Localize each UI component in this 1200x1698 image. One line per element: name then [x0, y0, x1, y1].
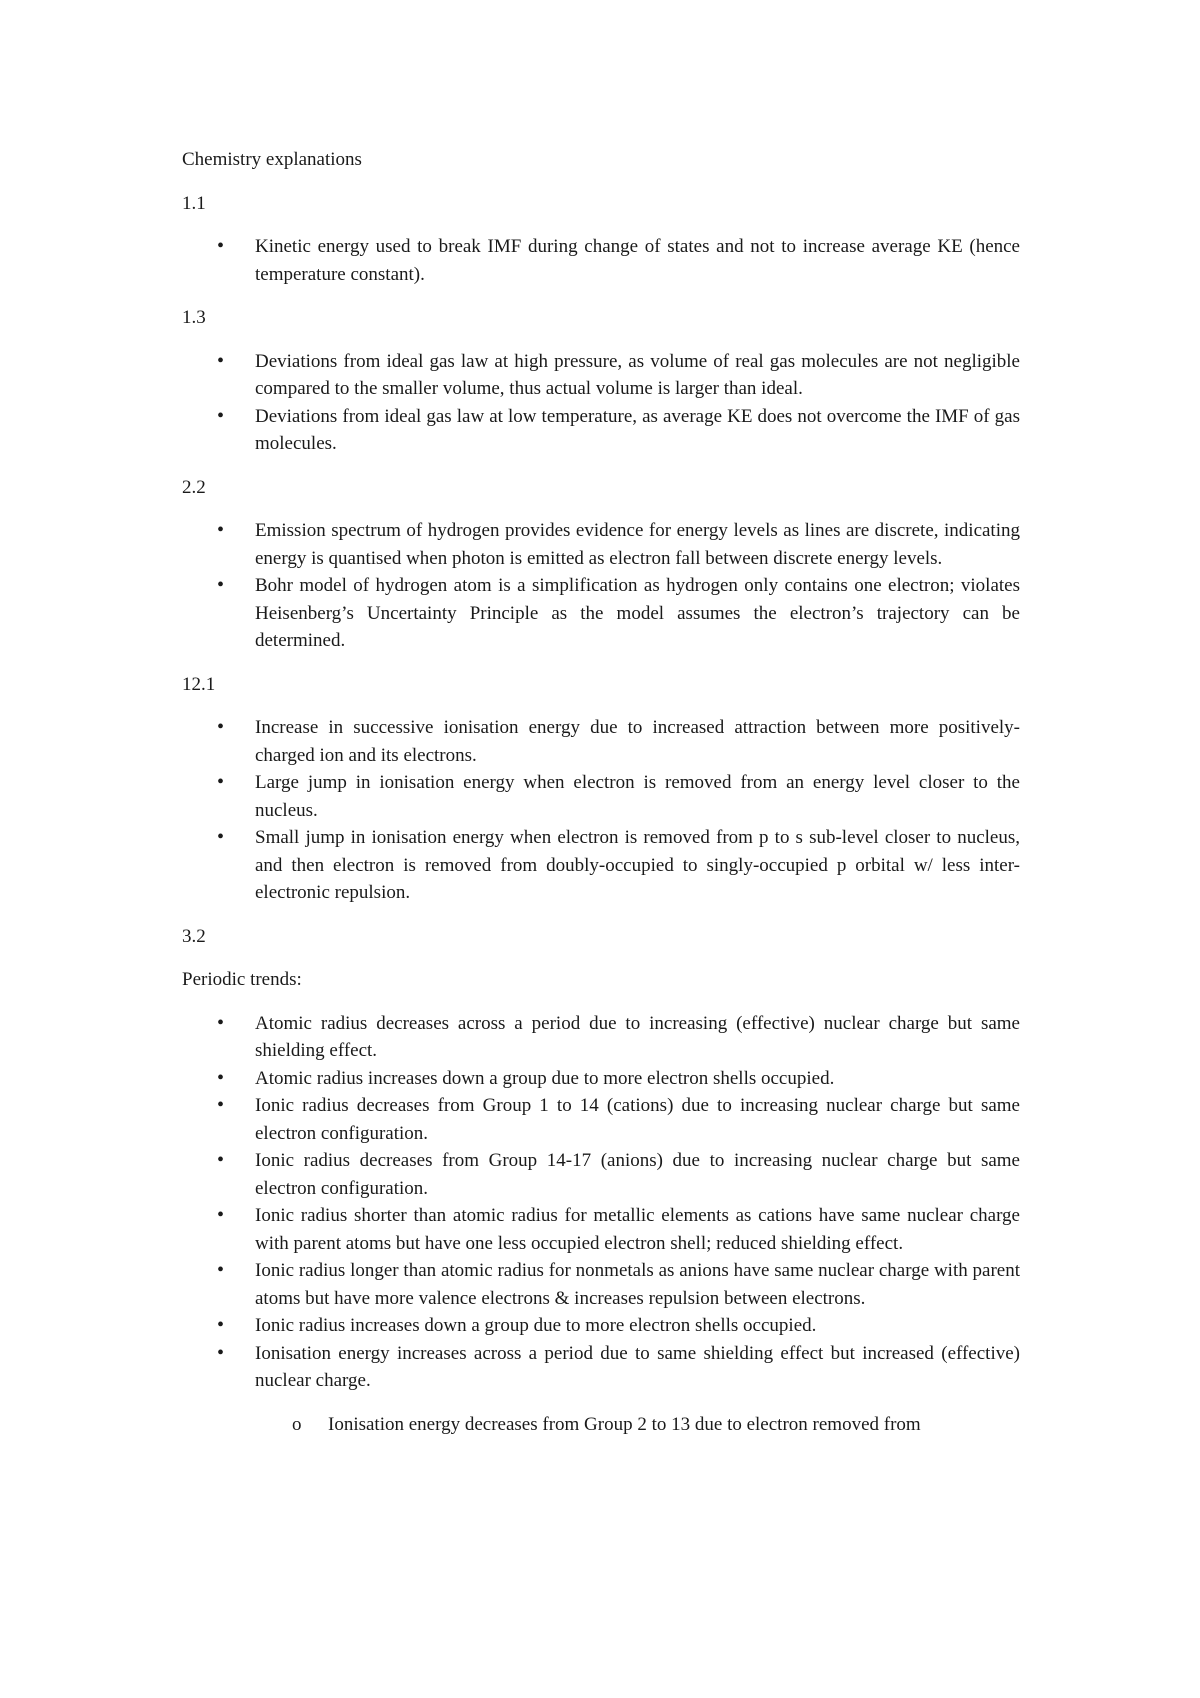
bullet-item: • Ionisation energy increases across a period due to same shielding effect but increased (effective) nuclear charge.	[182, 1340, 1020, 1395]
bullet-item: • Emission spectrum of hydrogen provides evidence for energy levels as lines are discrete, indicating energy is quantised when photon is emitted as electron fall between discrete energy levels.	[182, 517, 1020, 572]
section-heading: 3.2	[182, 925, 206, 947]
section-heading: 1.3	[182, 307, 206, 328]
document-title: Chemistry explanations	[182, 149, 362, 170]
bullet-list	[182, 1010, 1020, 1395]
bullet-item: • Increase in successive ionisation energy due to increased attraction between more positively-charged ion and its electrons.	[182, 714, 1020, 769]
section-heading: 12.1	[182, 673, 216, 695]
bullet-item: • Ionic radius longer than atomic radius for nonmetals as anions have same nuclear charge with parent atoms but have more valence electrons & increases repulsion between electrons.	[182, 1257, 1020, 1312]
section-subheading: Periodic trends:	[182, 969, 302, 990]
bullet-list	[182, 517, 1020, 655]
bullet-item: • Small jump in ionisation energy when electron is removed from p to s sub-level closer to nucleus, and then electron is removed from doubly-occupied to singly-occupied p orbital w/ less inter-electronic repulsion.	[182, 824, 1020, 907]
section-heading: 1.1	[182, 192, 206, 214]
bullet-item: • Ionic radius decreases from Group 1 to 14 (cations) due to increasing nuclear charge but same electron configuration.	[182, 1092, 1020, 1147]
sub-bullet-item: o Ionisation energy decreases from Group 2 to 13 due to electron removed from	[182, 1411, 1020, 1439]
section-heading: 2.2	[182, 476, 206, 498]
bullet-item: • Ionic radius increases down a group due to more electron shells occupied.	[182, 1312, 1020, 1340]
bullet-list	[182, 233, 1020, 288]
bullet-item: • Deviations from ideal gas law at low temperature, as average KE does not overcome the IMF of gas molecules.	[182, 403, 1020, 458]
sub-bullet-list	[182, 1411, 1020, 1439]
bullet-list	[182, 348, 1020, 458]
bullet-item: • Large jump in ionisation energy when electron is removed from an energy level closer to the nucleus.	[182, 769, 1020, 824]
document-body	[182, 146, 1020, 1438]
bullet-item: • Ionic radius shorter than atomic radius for metallic elements as cations have same nuclear charge with parent atoms but have one less occupied electron shell; reduced shielding effect.	[182, 1202, 1020, 1257]
bullet-item: • Bohr model of hydrogen atom is a simplification as hydrogen only contains one electron; violates Heisenberg’s Uncertainty Principle as the model assumes the electron’s trajectory can be determined.	[182, 572, 1020, 655]
bullet-list	[182, 714, 1020, 907]
bullet-item: • Kinetic energy used to break IMF during change of states and not to increase average KE (hence temperature constant).	[182, 233, 1020, 288]
bullet-item: • Deviations from ideal gas law at high pressure, as volume of real gas molecules are not negligible compared to the smaller volume, thus actual volume is larger than ideal.	[182, 348, 1020, 403]
bullet-item: • Atomic radius increases down a group due to more electron shells occupied.	[182, 1065, 1020, 1093]
bullet-item: • Ionic radius decreases from Group 14-17 (anions) due to increasing nuclear charge but same electron configuration.	[182, 1147, 1020, 1202]
bullet-item: • Atomic radius decreases across a period due to increasing (effective) nuclear charge but same shielding effect.	[182, 1010, 1020, 1065]
